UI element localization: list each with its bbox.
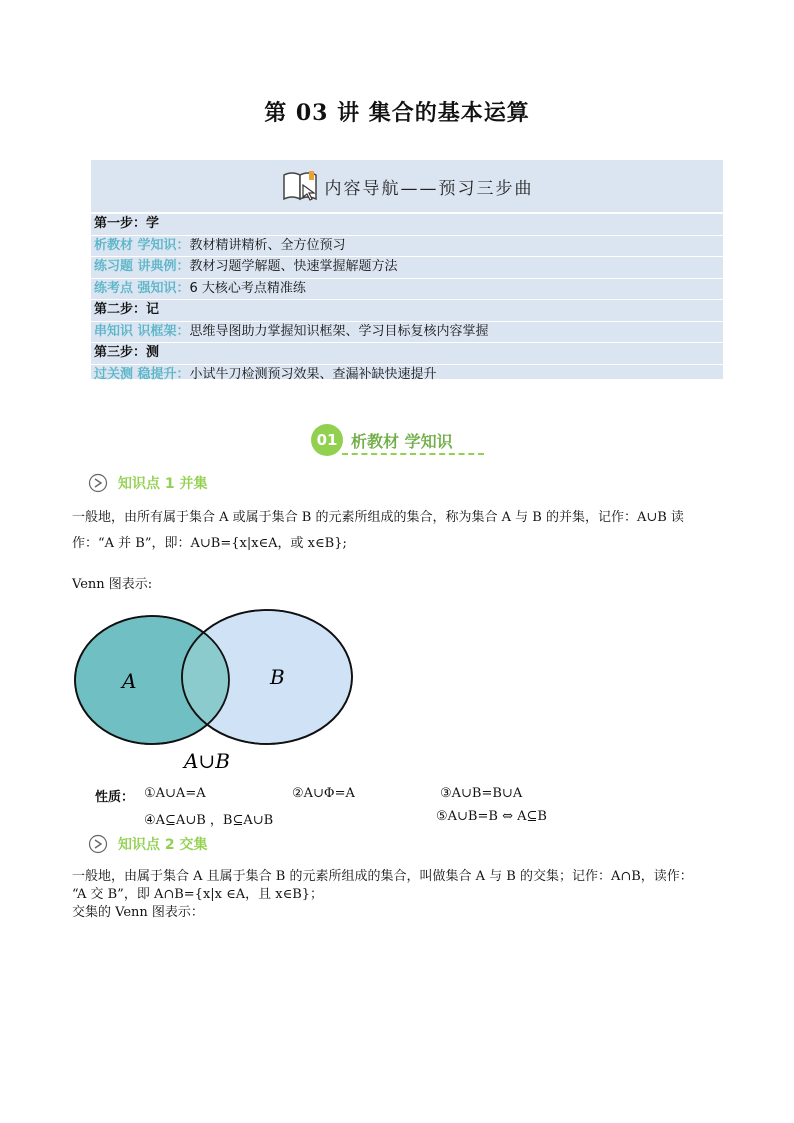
nav-row-step1: 第一步：学 <box>91 213 723 235</box>
nav-header <box>91 160 723 213</box>
nav-row-item: 练习题 讲典例：教材习题学解题、快速掌握解题方法 <box>91 256 723 278</box>
nav-row-item: 练考点 强知识：6 大核心考点精准练 <box>91 278 723 300</box>
section-underline <box>342 453 484 455</box>
play-arrow-icon <box>88 834 108 854</box>
union-venn-caption: Venn 图表示: <box>72 577 153 592</box>
nav-title: 内容导航——预习三步曲 <box>324 178 534 199</box>
intersection-definition: 一般地，由属于集合 A 且属于集合 B 的元素所组成的集合，叫做集合 A 与 B 的交集；记作：A∩B，读作： “A 交 B”，即 A∩B={x|x ∈A，且 x∈B}； 交集的 Venn 图表示： <box>72 868 732 922</box>
play-arrow-icon <box>88 473 108 493</box>
page-title: 第 03 讲 集合的基本运算 <box>264 100 530 126</box>
nav-row-step3: 第三步：测 <box>91 342 723 364</box>
property-5: ⑤A∪B=B ⇔ A⊆B <box>436 809 547 824</box>
union-venn-diagram <box>72 604 362 784</box>
section-number: 01 <box>311 424 343 456</box>
nav-row-item: 过关测 稳提升：小试牛刀检测预习效果、查漏补缺快速提升 <box>91 364 723 386</box>
knowledge-point-1-heading: 知识点 1 并集 <box>88 473 208 493</box>
intersection-venn-caption: 交集的 Venn 图表示： <box>72 905 204 920</box>
section-header <box>311 424 453 456</box>
nav-row-step2: 第二步：记 <box>91 299 723 321</box>
nav-row-item: 串知识 识框架：思维导图助力掌握知识框架、学习目标复核内容掌握 <box>91 321 723 343</box>
knowledge-point-2-heading: 知识点 2 交集 <box>88 834 208 854</box>
union-definition: 一般地，由所有属于集合 A 或属于集合 B 的元素所组成的集合，称为集合 A 与 B 的并集，记作：A∪B 读 作：“A 并 B”，即：A∪B={x|x∈A，或 x∈B}; <box>72 510 684 551</box>
content-navigation-box <box>91 160 723 382</box>
property-4: ④A⊆A∪B ，B⊆A∪B <box>144 813 274 828</box>
properties-label: 性质： <box>95 790 135 805</box>
set-a-label: A <box>122 669 137 693</box>
property-2: ②A∪Φ=A <box>292 786 355 801</box>
property-1: ①A∪A=A <box>144 786 206 801</box>
property-3: ③A∪B=B∪A <box>440 786 523 801</box>
book-icon <box>281 169 321 203</box>
set-b-label: B <box>270 665 285 689</box>
union-label: A∪B <box>184 749 230 773</box>
nav-row-item: 析教材 学知识：教材精讲精析、全方位预习 <box>91 235 723 257</box>
section-label: 析教材 学知识 <box>351 431 453 451</box>
